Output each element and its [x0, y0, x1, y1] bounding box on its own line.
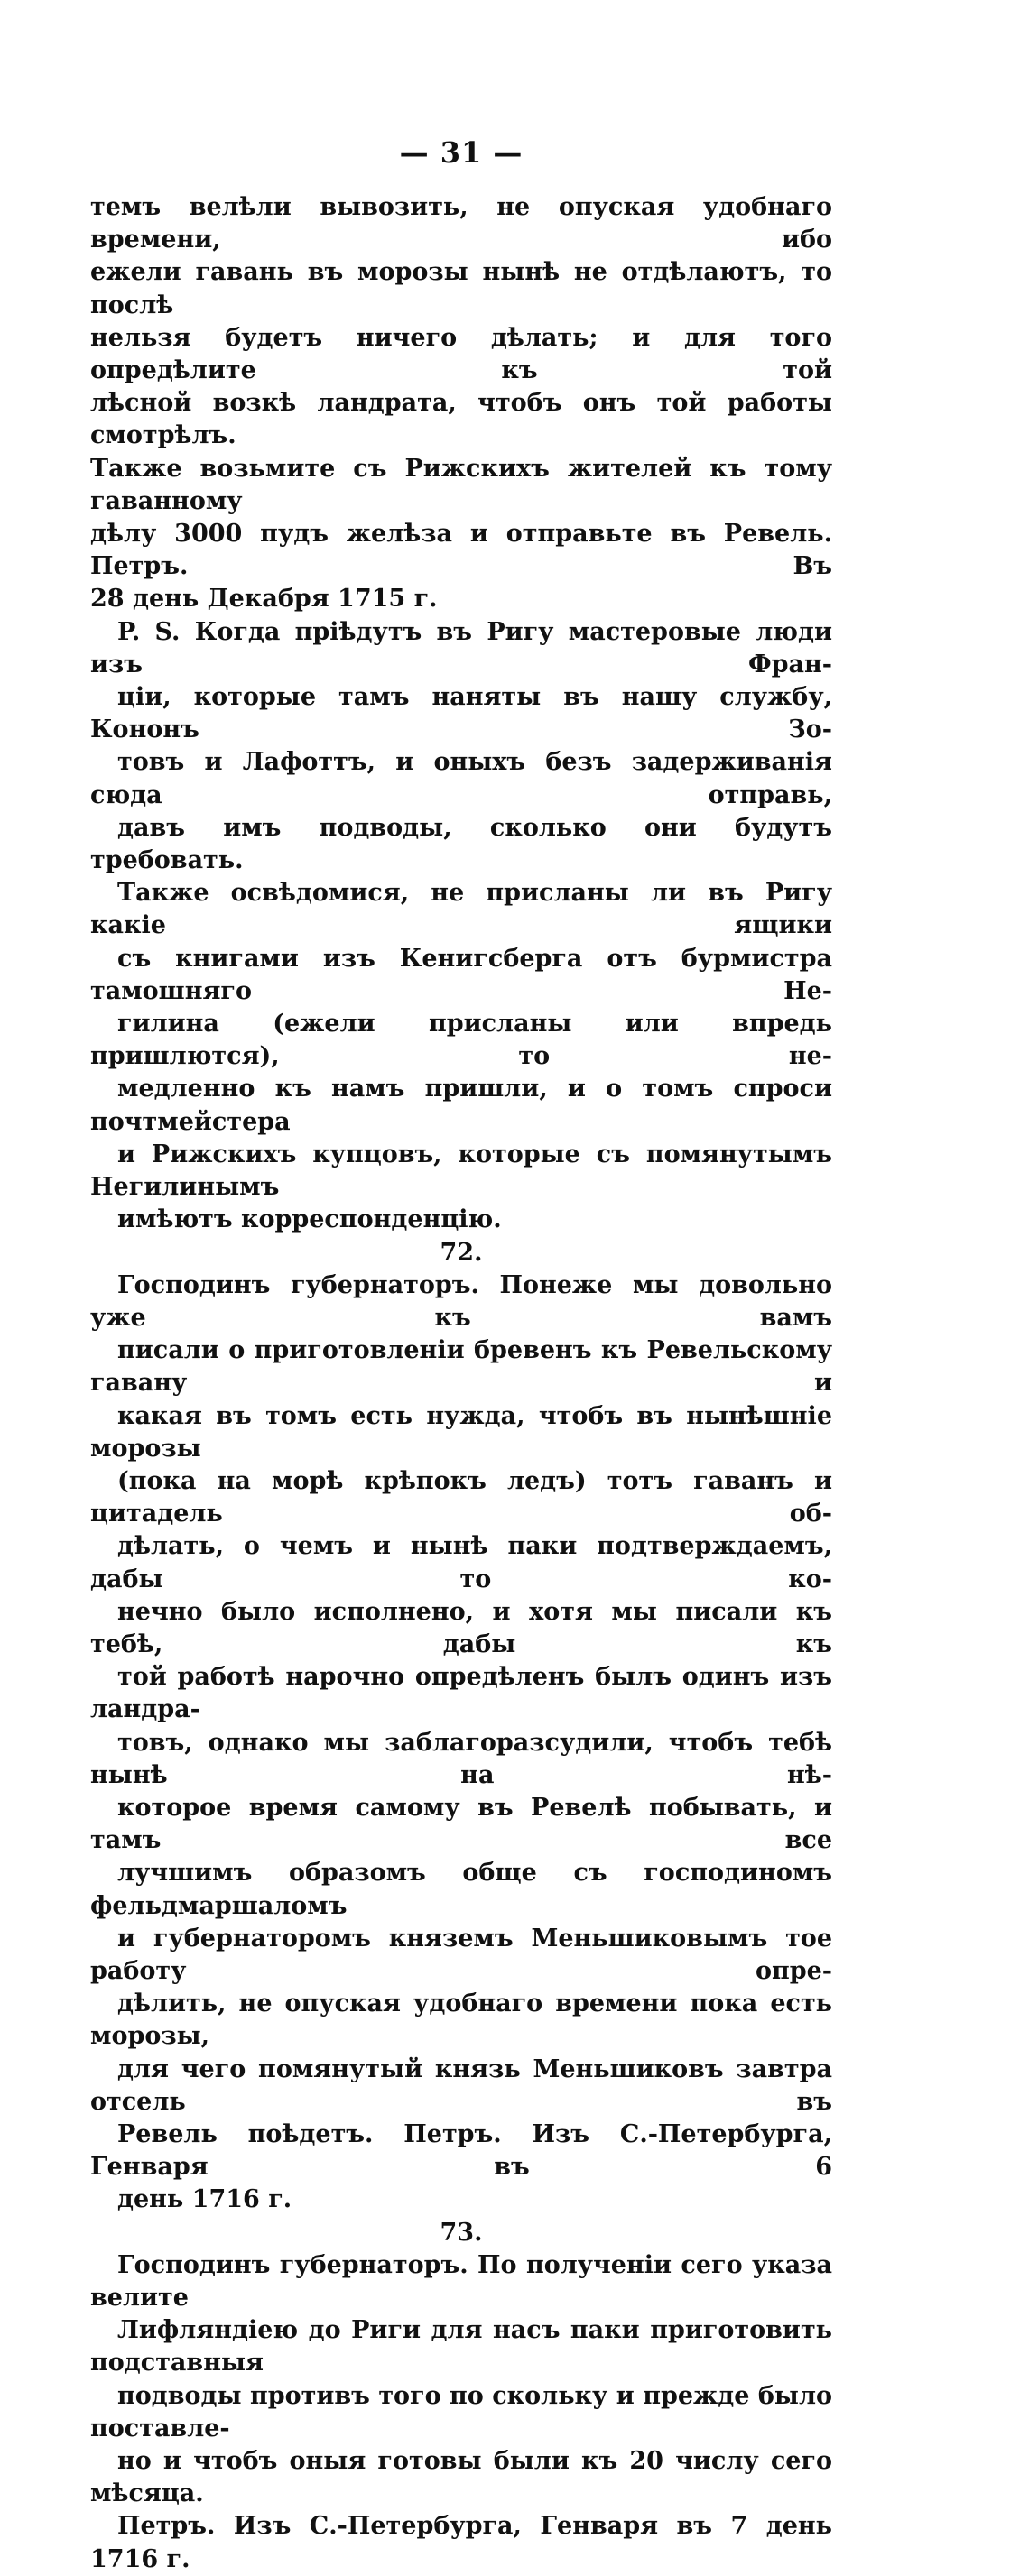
text-line: нечно было исполнено, и хотя мы писали къ тебѣ, дабы къ — [90, 1597, 832, 1658]
text-line: ціи, которые тамъ наняты въ нашу службу, Кононъ Зо- — [90, 683, 832, 744]
text-line: лѣсной возкѣ ландрата, чтобъ онъ той работы смотрѣлъ. — [90, 389, 832, 450]
text-line: и Рижскихъ купцовъ, которые съ помянутымъ Негилинымъ — [90, 1140, 832, 1202]
text-line: дѣлу 3000 пудъ желѣза и отправьте въ Ревель. Петръ. Въ — [90, 520, 832, 581]
text-line: Господинъ губернаторъ. Понеже мы довольно уже къ вамъ — [90, 1270, 832, 1332]
text-line: товъ, однако мы заблагоразсудили, чтобъ тебѣ нынѣ на нѣ- — [90, 1728, 832, 1789]
text-line: какая въ томъ есть нужда, чтобъ въ нынѣшніе морозы — [90, 1401, 832, 1463]
text-line: дѣлать, о чемъ и нынѣ паки подтверждаемъ, дабы то ко- — [90, 1532, 832, 1593]
text-line: писали о приготовленіи бревенъ къ Ревельскому гавану и — [90, 1336, 832, 1398]
paragraph — [90, 877, 832, 1236]
text-line: той работѣ нарочно опредѣленъ былъ одинъ изъ ландра- — [90, 1663, 832, 1724]
text-line: лучшимъ образомъ обще съ господиномъ фельдмаршаломъ — [90, 1859, 832, 1920]
text-line: съ книгами изъ Кенигсберга отъ бурмистра тамошняго Не- — [90, 944, 832, 1005]
document-page — [90, 135, 832, 2576]
text-line: темъ велѣли вывозить, не опуская удобнаго времени, ибо — [90, 193, 832, 254]
text-line: гилина (ежели присланы или впредь пришлются), то не- — [90, 1010, 832, 1071]
text-line: для чего помянутый князь Меньшиковъ завтра отсель въ — [90, 2054, 832, 2116]
text-line: Также возьмите съ Рижскихъ жителей къ тому гаванному — [90, 454, 832, 515]
text-line: имѣютъ корреспонденцію. — [117, 1205, 502, 1234]
document-body — [90, 191, 832, 2576]
text-line: P. S. Когда пріѣдутъ въ Ригу мастеровые люди изъ Фран- — [90, 617, 832, 679]
text-line: Лифляндіею до Риги для насъ паки приготовить подставныя — [90, 2316, 832, 2377]
section-number: 73. — [440, 2218, 483, 2247]
page-number: — 31 — — [399, 135, 524, 170]
text-line: подводы противъ того по скольку и прежде было поставле- — [90, 2381, 832, 2442]
text-line: (пока на морѣ крѣпокъ ледъ) тотъ гаванъ и цитадель об- — [90, 1466, 832, 1528]
section-number: 72. — [440, 1238, 483, 1267]
text-line: но и чтобъ оныя готовы были къ 20 числу сего мѣсяца. — [90, 2447, 832, 2508]
text-line: Ревель поѣдетъ. Петръ. Изъ С.-Петербурга, Генваря въ 6 — [90, 2119, 832, 2182]
text-line: которое время самому въ Ревелѣ побывать, и тамъ все — [90, 1793, 832, 1855]
text-line: 28 день Декабря 1715 г. — [90, 585, 438, 614]
text-line: и губернаторомъ княземъ Меньшиковымъ тое работу опре- — [90, 1924, 832, 1985]
text-line: день 1716 г. — [117, 2185, 292, 2214]
paragraph — [90, 1270, 832, 2217]
text-line: нельзя будетъ ничего дѣлать; и для того опредѣлите къ той — [90, 323, 832, 385]
text-line: Петръ. Изъ С.-Петербурга, Генваря въ 7 день 1716 г. — [90, 2512, 832, 2573]
text-line: дѣлить, не опуская удобнаго времени пока есть морозы, — [90, 1990, 832, 2051]
text-line: товъ и Лафоттъ, и оныхъ безъ задерживанія сюда отправь, — [90, 748, 832, 809]
paragraph — [90, 191, 832, 616]
text-line: Также освѣдомися, не присланы ли въ Ригу какіе ящики — [90, 879, 832, 940]
paragraph — [90, 616, 832, 878]
text-line: давъ имъ подводы, сколько они будутъ требовать. — [90, 813, 832, 875]
text-line: ежели гавань въ морозы нынѣ не отдѣлаютъ, то послѣ — [90, 258, 832, 319]
paragraph — [90, 2249, 832, 2576]
text-line: Господинъ губернаторъ. По полученіи сего указа велите — [90, 2250, 832, 2312]
text-line: медленно къ намъ пришли, и о томъ спроси почтмейстера — [90, 1075, 832, 1136]
